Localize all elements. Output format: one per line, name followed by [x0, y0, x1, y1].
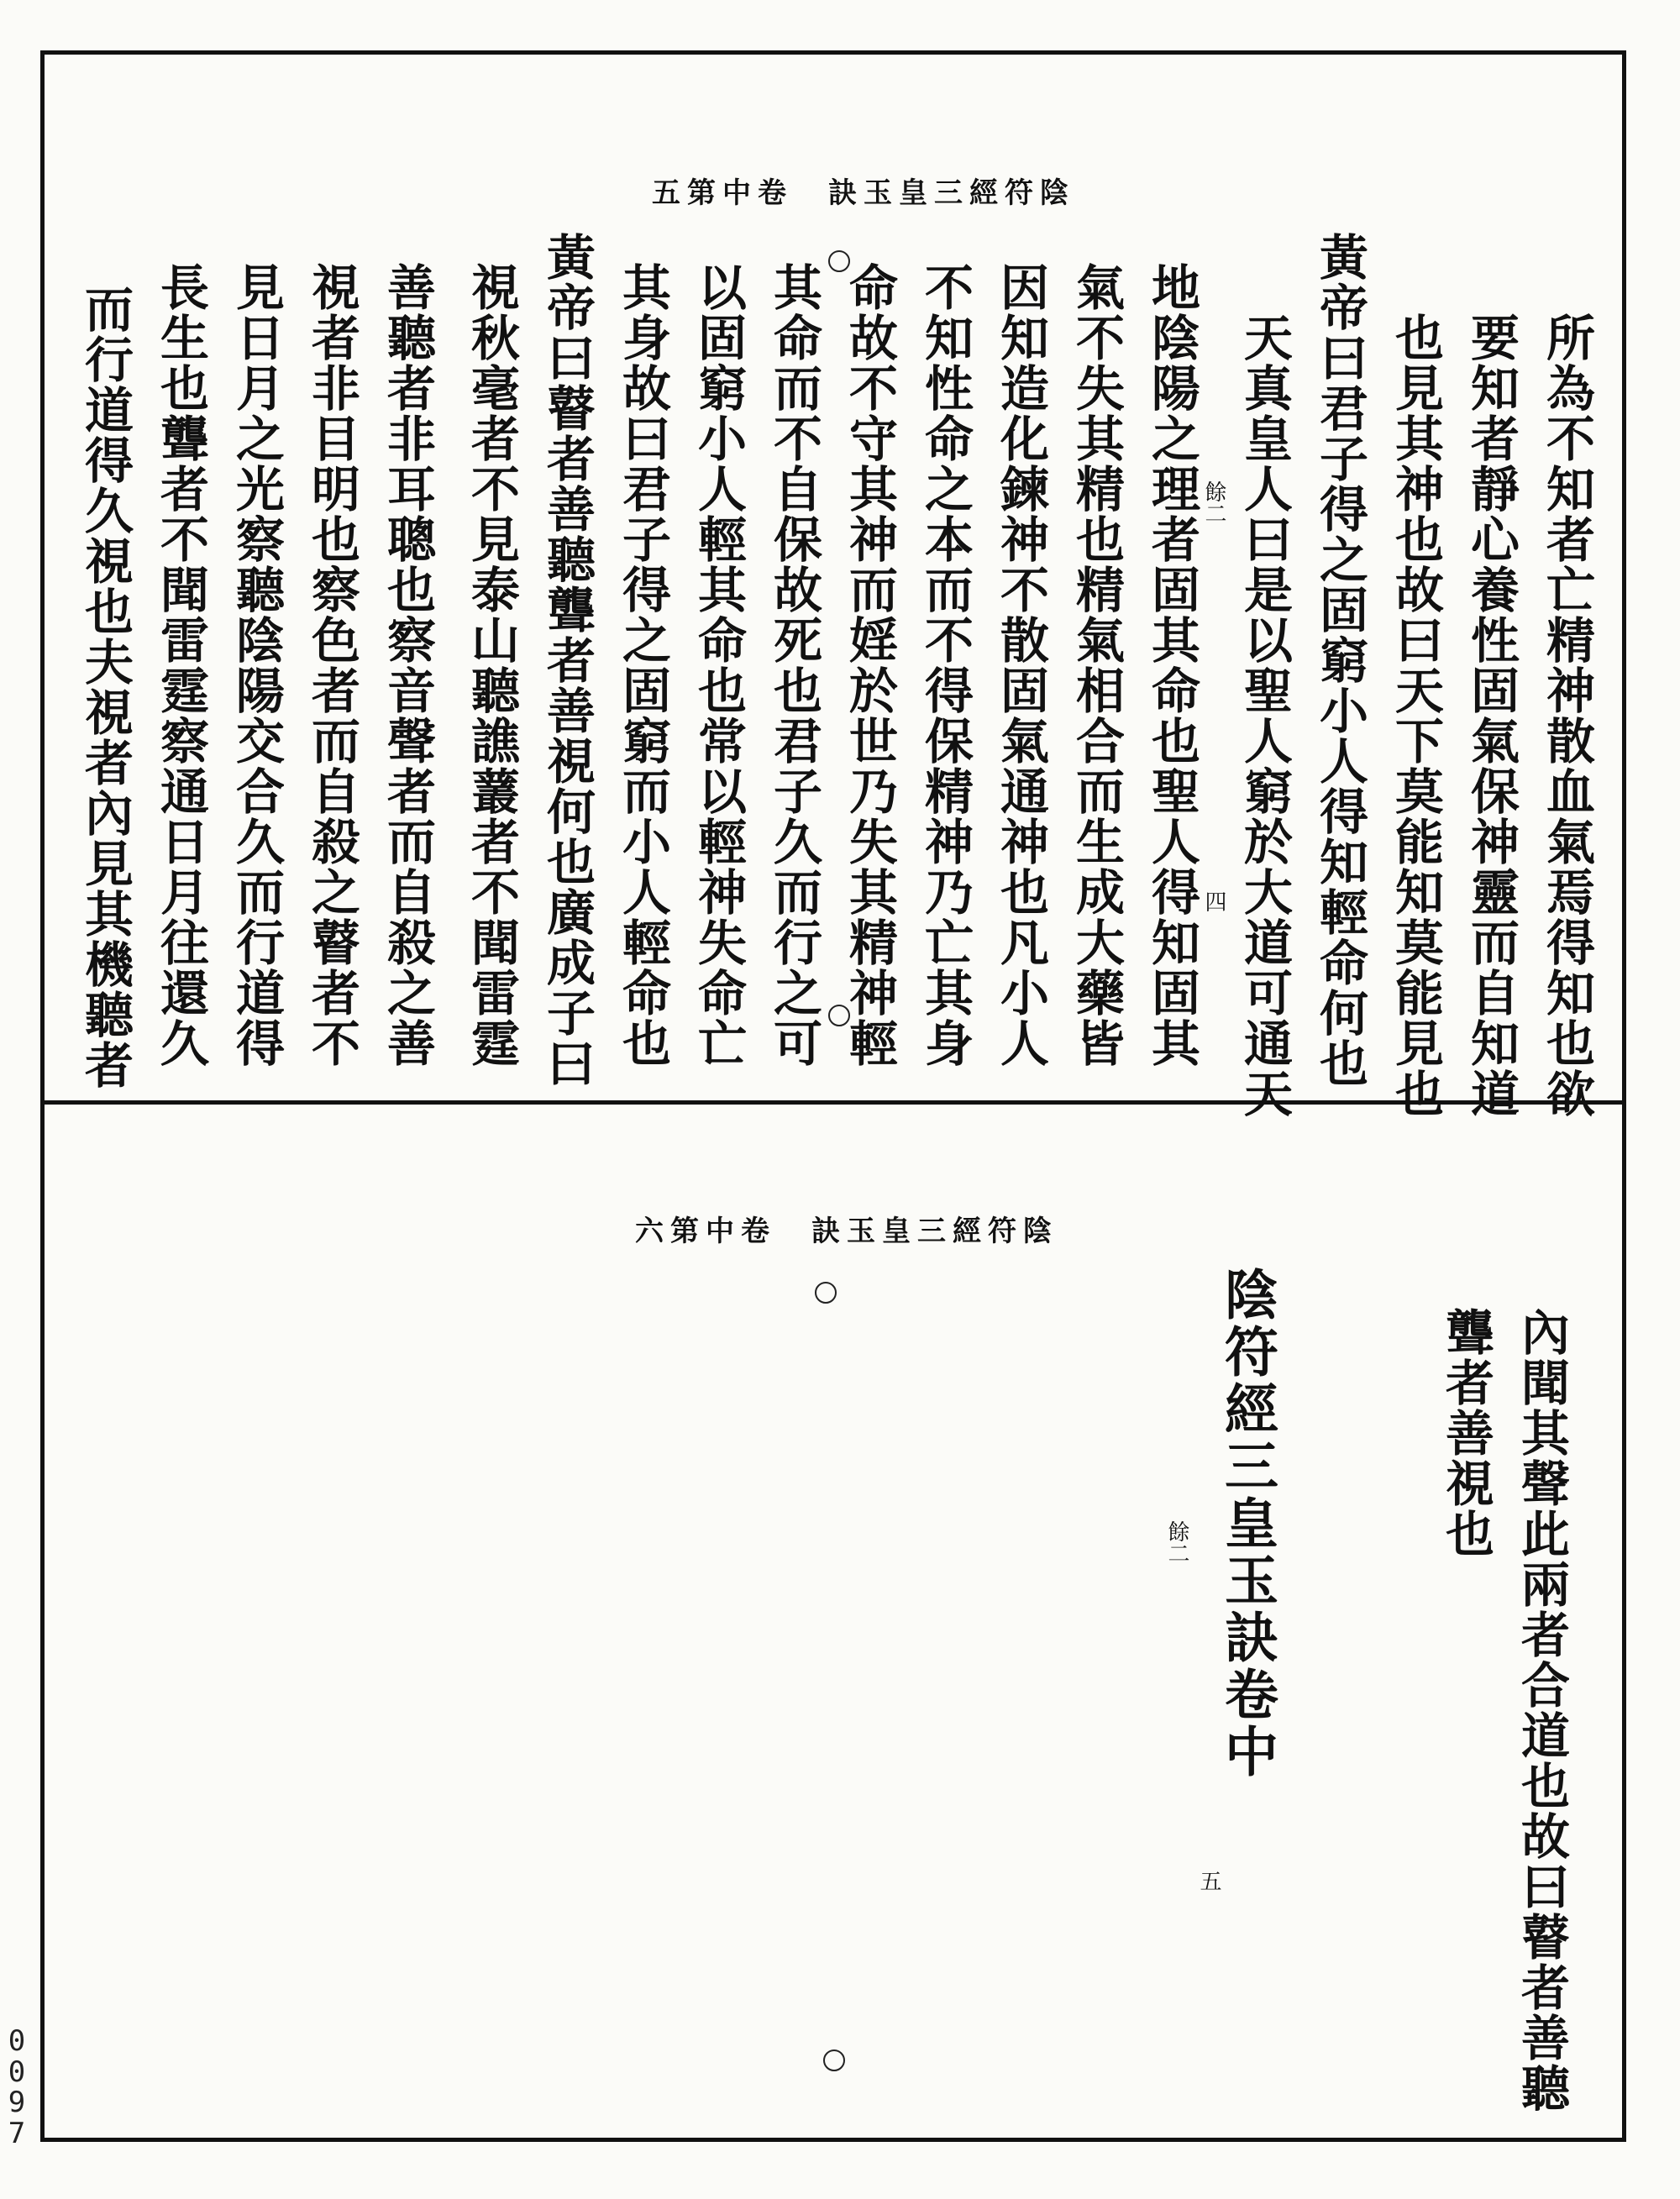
top-column-20: 而行道得久視也夫視者內見其機聽者 — [76, 284, 134, 1090]
top-column-17: 視者非目明也察色者而自殺之瞽者不 — [303, 262, 360, 1068]
top-column-15: 視秋毫者不見泰山聽譙䕺者不聞雷霆 — [463, 262, 520, 1068]
top-column-10: 命故不守其神而婬於世乃失其精神輕 — [841, 262, 898, 1068]
top-margin-note: 餘二 — [1201, 480, 1226, 524]
bottom-column-2: 聾者善視也 — [1437, 1307, 1494, 1559]
top-column-19: 長生也聾者不聞雷霆察通日月往還久 — [152, 262, 209, 1068]
binding-circle — [823, 2049, 845, 2071]
bottom-column-1: 內聞其聲此兩者合道也故曰瞽者善聽 — [1513, 1307, 1570, 2113]
side-page-number: 0 0 9 7 — [8, 2024, 26, 2151]
binding-circle — [815, 1282, 837, 1304]
top-column-9: 不知性命之本而不得保精神乃亡其身 — [916, 262, 974, 1068]
top-column-14: 黃帝曰瞽者善聽聾者善視何也廣成子曰 — [538, 232, 596, 1089]
chapter-end-title: 陰符經三皇玉訣卷中 — [1215, 1267, 1278, 1781]
top-column-18: 見日月之光察聽陰陽交合久而行道得 — [228, 262, 285, 1068]
top-column-3: 也見其神也故曰天下莫能知莫能見也 — [1387, 312, 1444, 1119]
top-column-6: 地陰陽之理者固其命也聖人得知固其 — [1143, 262, 1200, 1068]
top-column-7: 氣不失其精也精氣相合而生成大藥皆 — [1068, 262, 1125, 1068]
top-column-5: 天真皇人曰是以聖人窮於大道可通天 — [1236, 312, 1293, 1119]
top-page-header: 五第中卷 訣玉皇三經符陰 — [652, 176, 1075, 210]
top-column-4: 黃帝曰君子得之固窮小人得知輕命何也 — [1311, 232, 1368, 1089]
top-column-8: 因知造化鍊神不散固氣通神也凡小人 — [992, 262, 1049, 1068]
top-column-12: 以固窮小人輕其命也常以輕神失命亡 — [690, 262, 747, 1068]
bottom-page-header: 六第中卷 訣玉皇三經符陰 — [635, 1215, 1058, 1248]
top-column-16: 善聽者非耳聰也察音聲者而自殺之善 — [379, 262, 436, 1068]
top-column-11: 其命而不自保故死也君子久而行之可 — [765, 262, 822, 1068]
top-column-2: 要知者靜心養性固氣保神靈而自知道 — [1462, 312, 1520, 1119]
bottom-margin-number: 五 — [1196, 1870, 1221, 1892]
top-margin-number: 四 — [1201, 890, 1226, 912]
top-column-13: 其身故曰君子得之固窮而小人輕命也 — [614, 262, 671, 1068]
bottom-margin-note: 餘二 — [1164, 1520, 1189, 1564]
top-column-1: 所為不知者亡精神散血氣焉得知也欲 — [1538, 312, 1595, 1119]
